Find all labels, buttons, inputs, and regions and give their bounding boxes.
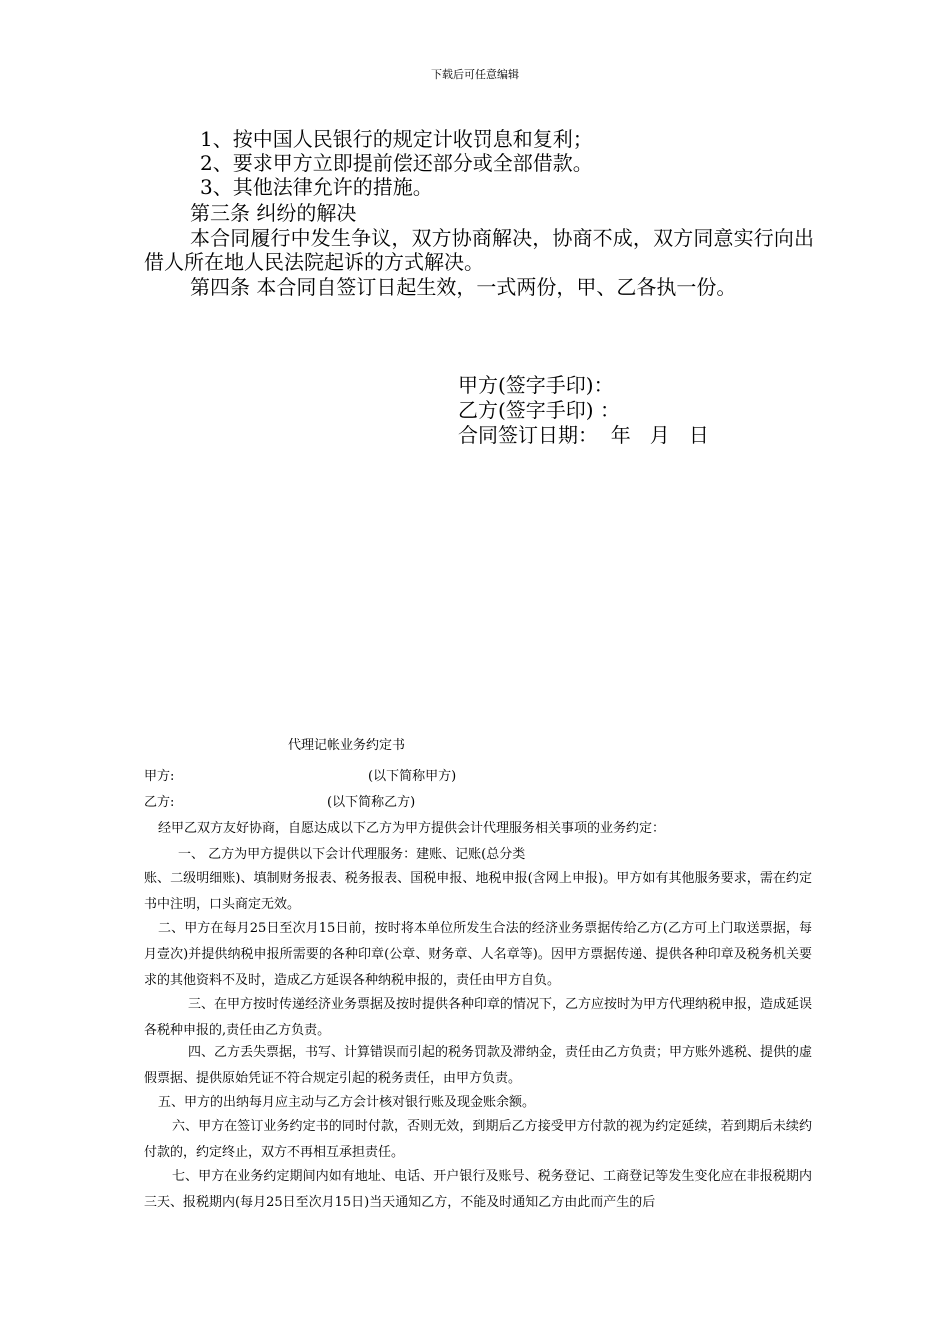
agreement-title: 代理记帐业务约定书: [288, 738, 406, 753]
clause-6: 六、甲方在签订业务约定书的同时付款，否则无效，到期后乙方接受甲方付款的视为约定延续，若到期后未续约付款的，约定终止，双方不再相互承担责任。: [144, 1119, 812, 1160]
clause-4: 四、乙方丢失票据，书写、计算错误而引起的税务罚款及滞纳金，责任由乙方负责；甲方账外逃税、提供的虚假票据、提供原始凭证不符合规定引起的税务责任，由甲方负责。: [144, 1045, 813, 1086]
clause-1-continued: 账、二级明细账)、填制财务报表、税务报表、国税申报、地税申报(含网上申报)。甲方如有其他服务要求，需在约定书中注明，口头商定无效。: [144, 871, 812, 912]
party-a-note: (以下简称甲方): [368, 769, 457, 784]
article-4: 第四条 本合同自签订日起生效，一式两份，甲、乙各执一份。: [190, 275, 737, 299]
party-a-label: 甲方:: [144, 769, 175, 784]
page-header: 下载后可任意编辑: [431, 68, 519, 81]
clause-5: 五、甲方的出纳每月应主动与乙方会计核对银行账及现金账余额。: [158, 1095, 536, 1110]
remedy-item-1: 1、按中国人民银行的规定计收罚息和复利；: [200, 127, 593, 151]
party-b-signature: 乙方(签字手印) ：: [458, 398, 620, 422]
remedy-item-2: 2、要求甲方立即提前偿还部分或全部借款。: [200, 151, 593, 175]
party-b-label: 乙方:: [144, 795, 175, 810]
party-a-signature: 甲方(签字手印)：: [458, 373, 614, 397]
remedy-item-3: 3、其他法律允许的措施。: [200, 175, 433, 199]
article-3-title: 第三条 纠纷的解决: [190, 201, 357, 225]
clause-1-line-1: 一、 乙方为甲方提供以下会计代理服务：建账、记账(总分类: [178, 847, 526, 862]
party-b-note: (以下简称乙方): [327, 795, 416, 810]
clause-2: 二、甲方在每月25日至次月15日前，按时将本单位所发生合法的经济业务票据传给乙方(乙方可上门取送票据，每月壹次)并提供纳税申报所需要的各种印章(公章、财务章、人名章等)。因甲方票据传递、提供各种印章及税务机关要求的其他资料不及时，造成乙方延误各种纳税申报的，责任由甲方自负。: [144, 921, 812, 988]
clause-7: 七、甲方在业务约定期间内如有地址、电话、开户银行及账号、税务登记、工商登记等发生变化应在非报税期内三天、报税期内(每月25日至次月15日)当天通知乙方，不能及时通知乙方由此而产生的后: [144, 1169, 812, 1210]
clause-3: 三、在甲方按时传递经济业务票据及按时提供各种印章的情况下，乙方应按时为甲方代理纳税申报，造成延误各税种申报的,责任由乙方负责。: [144, 997, 813, 1038]
signing-date: 合同签订日期： 年 月 日: [458, 423, 709, 447]
article-3-body: 本合同履行中发生争议，双方协商解决，协商不成，双方同意实行向出借人所在地人民法院起诉的方式解决。: [144, 226, 814, 274]
agreement-intro: 经甲乙双方友好协商，自愿达成以下乙方为甲方提供会计代理服务相关事项的业务约定：: [158, 821, 666, 836]
